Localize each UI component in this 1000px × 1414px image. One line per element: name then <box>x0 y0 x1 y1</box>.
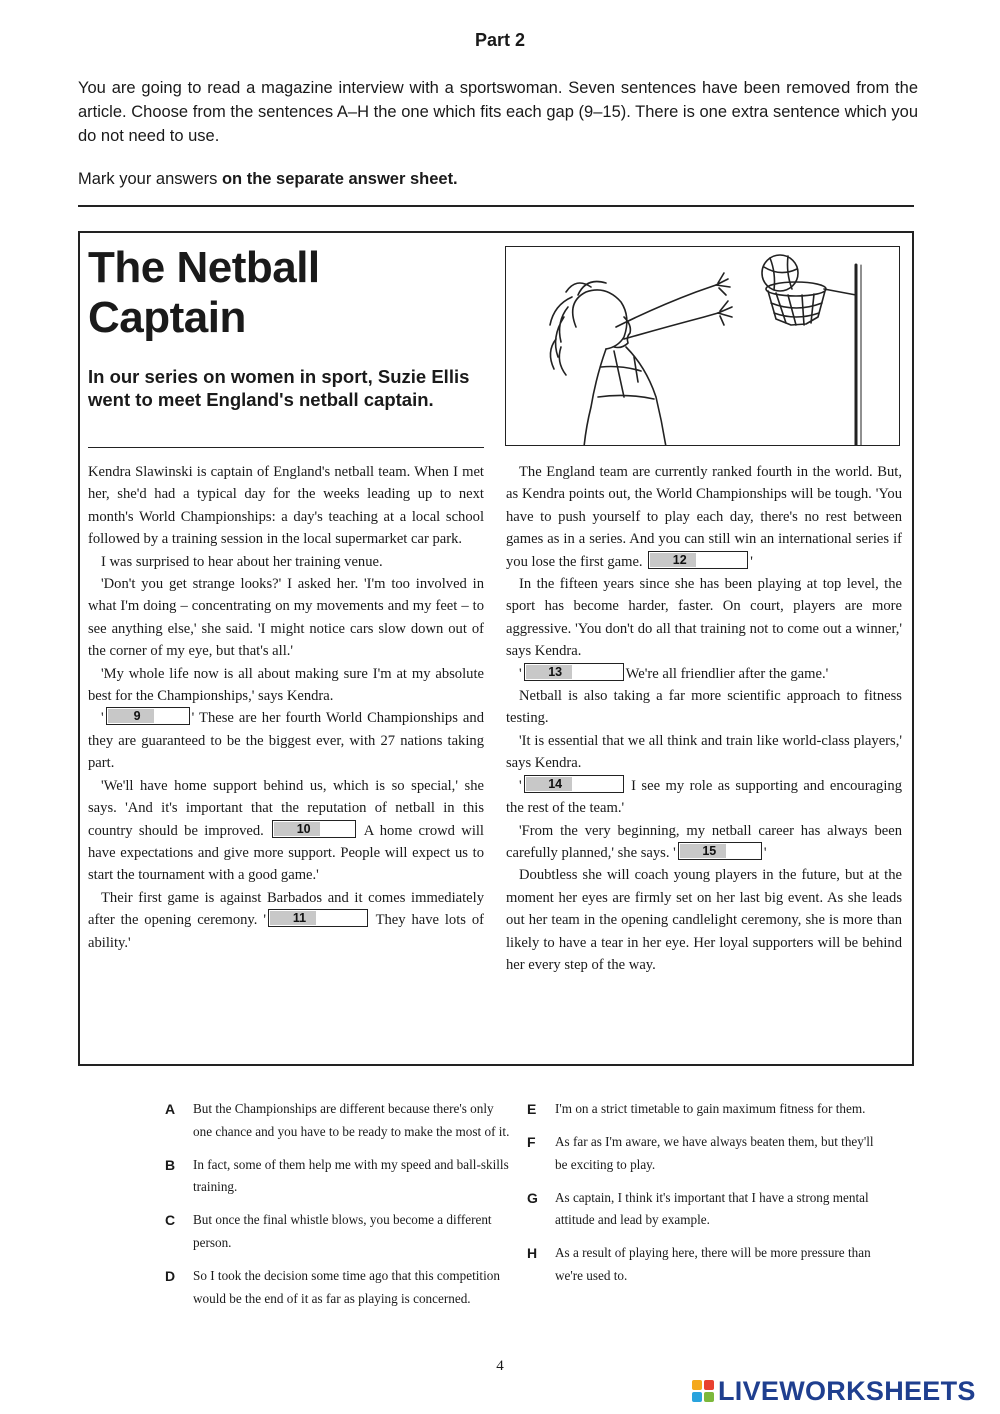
article-left-column <box>88 461 484 954</box>
quote-mark: ' <box>263 912 266 929</box>
mark-answers-emphasis: on the separate answer sheet. <box>221 170 458 188</box>
article-headline <box>88 243 320 343</box>
option-letter: A <box>165 1101 176 1117</box>
text-before-gap: Their first game is against Barbados and it comes immediately after the opening ceremony. <box>88 889 484 929</box>
gap-number: 14 <box>526 777 572 791</box>
option-item <box>527 1131 887 1176</box>
text-before-gap: 'We'll have home support behind us, which is so special,' she says. 'And it's important that the reputation of netball in this country should be improved. <box>88 777 484 839</box>
answer-gap-10[interactable] <box>272 820 356 838</box>
option-letter: H <box>527 1245 538 1262</box>
options-list-right <box>527 1098 887 1298</box>
option-item <box>527 1187 887 1232</box>
answer-gap-9[interactable] <box>106 707 190 725</box>
gap-number: 10 <box>274 822 320 836</box>
option-letter: E <box>527 1101 537 1117</box>
article-right-column <box>506 461 902 976</box>
option-letter: F <box>527 1134 536 1151</box>
option-text: In fact, some of them help me with my speed and ball-skills training. <box>193 1156 509 1195</box>
option-letter: B <box>165 1156 176 1173</box>
section-divider <box>78 205 914 207</box>
answer-gap-12[interactable] <box>648 551 748 569</box>
instructions-text: You are going to read a magazine interview with a sportswoman. Seven sentences have been removed from the article. Choose from the sentences A–H the one which fits each gap (9–15). There is one extra sentence which you do not need to use. <box>78 79 918 145</box>
mark-answers-note <box>78 170 458 189</box>
paragraph: 'It is essential that we all think and train like world-class players,' says Kendra. <box>506 732 902 772</box>
option-text: I'm on a strict timetable to gain maximum fitness for them. <box>555 1101 866 1116</box>
paragraph: I was surprised to hear about her training venue. <box>101 553 383 570</box>
option-item <box>165 1265 510 1310</box>
option-item <box>165 1209 510 1254</box>
paragraph: Doubtless she will coach young players in the future, but at the moment her eyes are firmly set on her last big event. As she leads out her team in the opening candlelight ceremony, she is more than likely to have a tear in her eye. Her loyal supporters will be behind her every step of the way. <box>506 867 902 973</box>
option-item <box>527 1242 887 1287</box>
part-title: Part 2 <box>474 30 526 50</box>
paragraph: Netball is also taking a far more scientific approach to fitness testing. <box>506 688 902 727</box>
liveworksheets-logo[interactable] <box>692 1374 976 1408</box>
paragraph <box>506 820 902 865</box>
answer-gap-13[interactable] <box>524 663 624 681</box>
quote-mark: ' <box>673 844 676 861</box>
headline-line-2: Captain <box>88 293 246 342</box>
gap-number: 12 <box>650 553 696 567</box>
page-number: 4 <box>496 1358 504 1374</box>
text-after-gap: They have lots of ability.' <box>88 912 484 951</box>
paragraph: 'My whole life now is all about making sure I'm at my absolute best for the Championships,' says Kendra. <box>88 665 484 705</box>
option-text: As far as I'm aware, we have always beaten them, but they'll be exciting to play. <box>555 1134 874 1172</box>
text-after-gap: I see my role as supporting and encouraging the rest of the team.' <box>506 777 902 817</box>
quote-mark: ' <box>519 777 522 794</box>
paragraph <box>506 461 902 573</box>
article-standfirst: In our series on women in sport, Suzie Ellis went to meet England's netball captain. <box>88 366 470 410</box>
option-text: So I took the decision some time ago that this competition would be the end of it as far as playing is concerned. <box>193 1268 500 1306</box>
option-letter: C <box>165 1212 176 1229</box>
option-item <box>527 1098 887 1121</box>
option-letter: G <box>527 1189 538 1206</box>
gap-number: 11 <box>270 911 316 925</box>
gap-number: 13 <box>526 665 572 679</box>
options-list-left <box>165 1098 510 1321</box>
answer-gap-14[interactable] <box>524 775 624 793</box>
text-after-gap: We're all friendlier after the game.' <box>625 665 829 682</box>
option-text: As a result of playing here, there will be more pressure than we're used to. <box>555 1245 871 1284</box>
text-after-gap: ' These are her fourth World Championships and they are guaranteed to be the biggest ever, with 27 nations taking part. <box>88 710 484 772</box>
gap-number: 9 <box>108 709 154 723</box>
paragraph <box>88 775 484 887</box>
paragraph: 'Don't you get strange looks?' I asked her. 'I'm too involved in what I'm doing – concentrating on my movements and my feet – to see anything else,' she said. 'I might notice cars slow down out of the corner of my eye, but that's all.' <box>88 576 484 660</box>
paragraph-text: 'From the very beginning, my netball career has always been carefully planned,' she says. <box>506 822 902 861</box>
paragraph: Kendra Slawinski is captain of England's netball team. When I met her, she'd had a typical day for the weeks leading up to next month's World Championships: a day's teaching at a local school followed by a training session in the local supermarket car park. <box>88 464 484 548</box>
quote-mark: ' <box>750 553 753 570</box>
text-before-gap: The England team are currently ranked fourth in the world. But, as Kendra points out, the World Championships will be tough. 'You have to push yourself to play each day, there's no rest between games as in a series. And you can still win an international series if you lose the first game. <box>506 464 902 570</box>
paragraph <box>88 887 484 954</box>
answer-gap-11[interactable] <box>268 909 368 927</box>
option-item <box>165 1098 510 1143</box>
option-text: But once the final whistle blows, you become a different person. <box>193 1212 492 1250</box>
paragraph <box>506 663 902 685</box>
option-text: As captain, I think it's important that I have a strong mental attitude and lead by example. <box>555 1189 869 1228</box>
netball-illustration-icon <box>506 247 900 446</box>
quote-mark: ' <box>101 710 104 727</box>
paragraph: In the fifteen years since she has been playing at top level, the sport has become harder, faster. On court, players are more aggressive. 'You don't do all that training not to come out a winner,' says Kendra. <box>506 576 902 660</box>
paragraph <box>88 707 484 774</box>
option-item <box>165 1154 510 1199</box>
headline-line-1: The Netball <box>88 243 320 292</box>
brand-name: LIVEWORKSHEETS <box>718 1375 976 1406</box>
liveworksheets-logo-icon <box>692 1380 714 1402</box>
quote-mark: ' <box>763 844 767 861</box>
option-text: But the Championships are different because there's only one chance and you have to be ready to make the most of it. <box>193 1101 510 1139</box>
mark-answers-prefix: Mark your answers <box>78 170 222 188</box>
answer-gap-15[interactable] <box>678 842 762 860</box>
text-after-gap: A home crowd will have expectations and give more support. People will expect us to start the tournament with a good game.' <box>88 822 484 884</box>
quote-mark: ' <box>519 665 522 682</box>
option-letter: D <box>165 1268 176 1285</box>
paragraph <box>506 775 902 820</box>
standfirst-divider <box>88 447 484 448</box>
gap-number: 15 <box>680 844 726 858</box>
netball-player-illustration <box>505 246 900 446</box>
